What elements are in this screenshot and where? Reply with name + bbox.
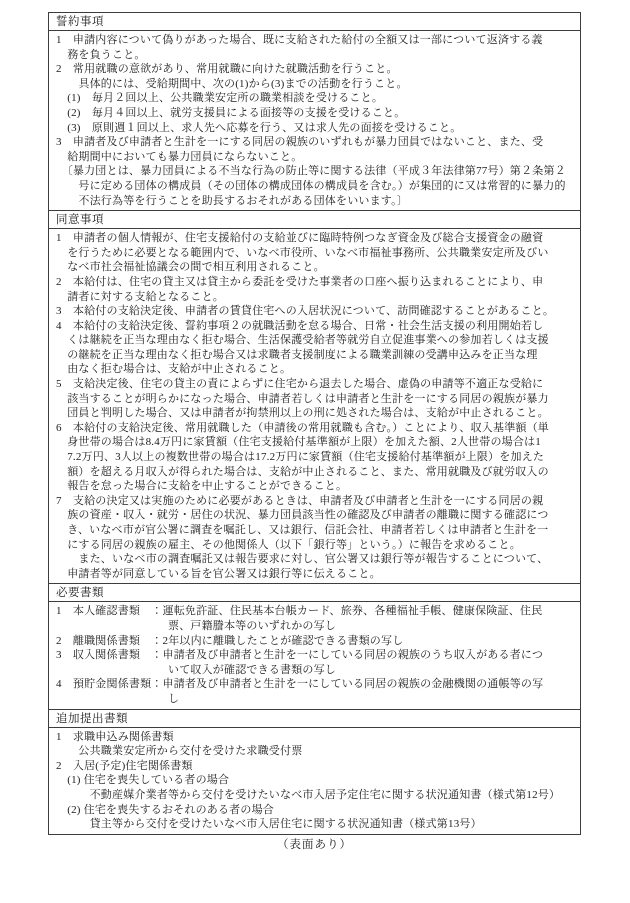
text-line: 〔暴力団とは、暴力団員による不当な行為の防止等に関する法律（平成３年法律第77号）第２条第２ — [56, 165, 566, 178]
text-line: 不動産媒介業者等から交付を受けたいなべ市入居予定住宅に関する状況通知書（様式第12号） — [56, 788, 561, 801]
section-title-additional-documents: 追加提出書類 — [49, 710, 580, 728]
text-line: 由なく拒む場合は、支給が中止されること。 — [56, 363, 292, 376]
text-line: 申請者等が同意している旨を官公署又は銀行等に伝えること。 — [56, 567, 381, 580]
text-line: 額）を超える月収入が得られた場合は、支給が中止されること、また、常用就職及び就労収入の — [56, 465, 549, 478]
text-line: 号に定める団体の構成員（その団体の構成団体の構成員を含む。）が集団的に又は常習的に暴力的 — [56, 179, 566, 192]
consent-section — [49, 211, 580, 584]
section-title-pledge: 誓約事項 — [49, 13, 580, 31]
text-line: 7 支給の決定又は実施のために必要があるときは、申請者及び申請者と生計を一にする同居の親 — [56, 494, 544, 507]
text-line: にする同居の親族の雇主、その他関係人（以下「銀行等」という。）に報告を求めること。 — [56, 538, 521, 551]
text-line: き、いなべ市が官公署に調査を嘱託し、又は銀行、信託会社、申請者若しくは申請者と生計を一 — [56, 524, 549, 536]
text-line: 2 本給付は、住宅の貸主又は貸主から委託を受けた事業者の口座へ振り込まれることにより、申 — [56, 275, 544, 288]
text-line: 1 本人確認書類 ：運転免許証、住民基本台帳カード、旅券、各種福祉手帳、健康保険証、住民 — [56, 605, 543, 618]
text-line: 具体的には、受給期間中、次の(1)から(3)までの活動を行うこと。 — [56, 77, 408, 90]
text-line: 票、戸籍謄本等のいずれかの写し — [56, 619, 336, 632]
section-content-consent — [49, 229, 580, 584]
text-line: 4 本給付の支給決定後、誓約事項２の就職活動を怠る場合、日常・社会生活支援の利用開始若し — [56, 319, 544, 332]
footer-note: （表面あり） — [277, 839, 352, 851]
text-line: の継続を正当な理由なく拒む場合又は求職者支援制度による職業訓練の受講申込みを正当な理 — [56, 348, 538, 361]
text-line: 報告を怠った場合に支給を中止することができること。 — [56, 480, 348, 493]
text-line: 3 申請者及び申請者と生計を一にする同居の親族のいずれもが暴力団員ではないこと、また、受 — [56, 136, 544, 149]
text-line: (1) 住宅を喪失している者の場合 — [56, 774, 230, 787]
text-line: (3) 原則週１回以上、求人先へ応募を行う、又は求人先の面接を受けること。 — [56, 121, 462, 134]
text-line: 2 入居(予定)住宅関係書類 — [56, 759, 193, 772]
text-line: (2) 毎月４回以上、就労支援員による面接等の支援を受けること。 — [56, 106, 406, 119]
text-line: 1 申請内容について偽りがあった場合、既に支給された給付の全額又は一部について返済する義 — [56, 34, 543, 46]
text-line: を行うために必要となる範囲内で、いなべ市役所、いなべ市福祉事務所、公共職業安定所及びい — [56, 246, 549, 259]
text-line: 団員と判明した場合、又は申請者が拘禁刑以上の刑に処された場合は、支給が中止されること。 — [56, 407, 549, 420]
text-line: 4 預貯金関係書類：申請者及び申請者と生計を一にしている同居の親族の金融機関の通帳等の写 — [56, 678, 544, 691]
text-line: 務を負うこと。 — [56, 48, 146, 61]
text-line: 貸主等から交付を受けたいなべ市入居住宅に関する状況通知書（様式第13号） — [56, 818, 482, 831]
text-line: 族の資産・収入・就労・居住の状況、暴力団員該当性の確認及び申請者の離職に関する確認につ — [56, 509, 549, 522]
text-line: 給期間中においても暴力団員にならないこと。 — [56, 150, 303, 163]
text-line: 1 求職申込み関係書類 — [56, 730, 174, 743]
text-line: (2) 住宅を喪失するおそれのある者の場合 — [56, 803, 274, 816]
pledge-section — [49, 13, 580, 211]
text-line: 7.2万円、3人以上の複数世帯の場合は17.2万円に家賃額（住宅支援給付基準額が上限）を加えた — [56, 451, 545, 464]
text-line: 請者に対する支給となること。 — [56, 290, 224, 303]
text-line: 公共職業安定所から交付を受けた求職受付票 — [56, 745, 303, 758]
section-title-consent: 同意事項 — [49, 211, 580, 229]
text-line: いて収入が確認できる書類の写し — [56, 663, 336, 676]
text-line: 6 本給付の支給決定後、常用就職した（申請後の常用就職も含む。）ことにより、収入基準額（単 — [56, 421, 549, 434]
section-title-required-documents: 必要書類 — [49, 584, 580, 602]
section-content-additional-documents — [49, 728, 580, 834]
text-line: 2 常用就職の意欲があり、常用就職に向けた就職活動を行うこと。 — [56, 63, 398, 76]
section-content-required-documents — [49, 602, 580, 709]
text-line: 3 本給付の支給決定後、申請者の賃貸住宅への入居状況について、訪問確認することがあること。 — [56, 305, 555, 318]
text-line: 身世帯の場合は8.4万円に家賃額（住宅支援給付基準額が上限）を加えた額、2人世帯の場合は1 — [56, 436, 541, 449]
text-line: し — [56, 692, 180, 705]
text-line: 5 支給決定後、住宅の貸主の責によらずに住宅から退去した場合、虚偽の申請等不適正な受給に — [56, 378, 544, 391]
text-line: 不法行為等を行うことを助長するおそれがある団体をいいます。〕 — [56, 194, 409, 207]
text-line: 3 収入関係書類 ：申請者及び申請者と生計を一にしている同居の親族のうち収入がある者につ — [56, 649, 544, 662]
text-line: (1) 毎月２回以上、公共職業安定所の職業相談を受けること。 — [56, 92, 384, 105]
text-line: くは継続を正当な理由なく拒む場合、生活保護受給者等就労自立促進事業への参加若しくは支援 — [56, 334, 549, 347]
text-line: 該当することが明らかになった場合、申請者若しくは申請者と生計を一にする同居の親族が暴力 — [56, 392, 549, 405]
required-documents-section — [49, 584, 580, 709]
text-line: 1 申請者の個人情報が、住宅支援給付の支給並びに臨時特例つなぎ資金及び総合支援資金の融資 — [56, 232, 544, 245]
text-line: また、いなべ市の調査嘱託又は報告要求に対し、官公署又は銀行等が報告することについて、 — [56, 553, 549, 566]
text-line: なべ市社会福祉協議会の間で相互利用されること。 — [56, 261, 325, 274]
additional-documents-section — [49, 710, 580, 834]
text-line: 2 離職関係書類 ：2年以内に離職したことが確認できる書類の写し — [56, 634, 404, 647]
conditions-table — [48, 12, 581, 835]
section-content-pledge — [49, 31, 580, 211]
